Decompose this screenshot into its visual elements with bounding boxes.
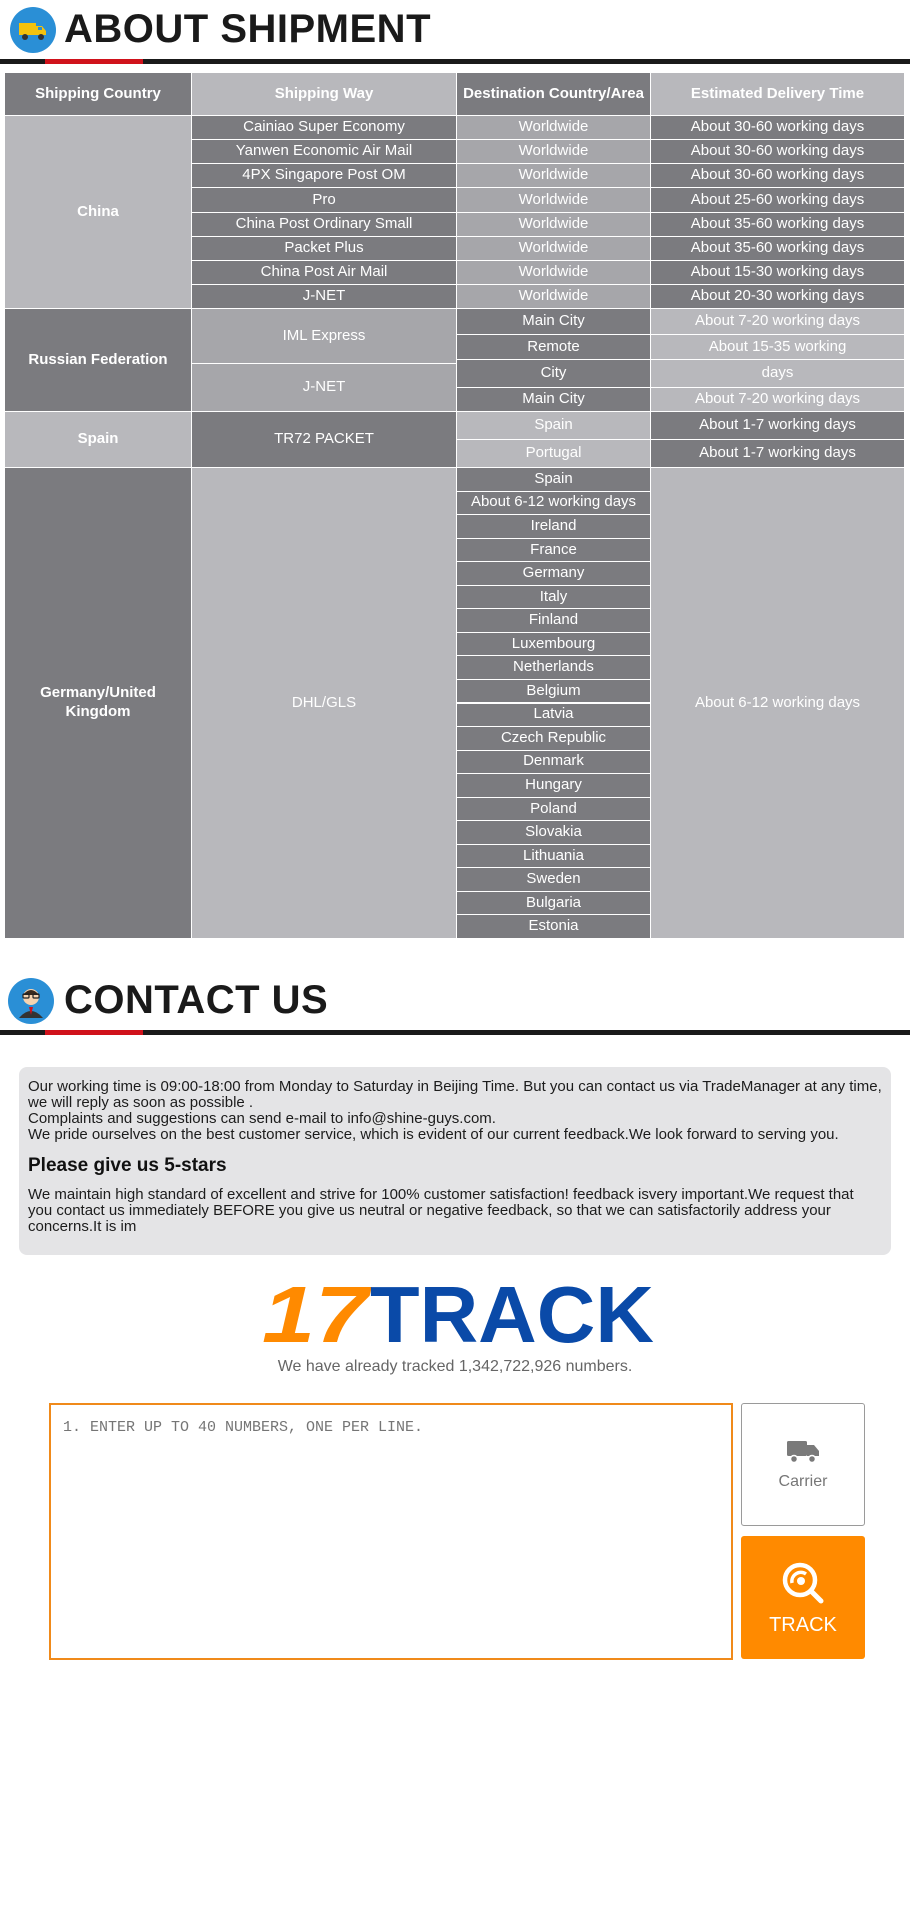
destination-cell: France: [457, 539, 651, 563]
shipping-way-cell: Yanwen Economic Air Mail: [192, 140, 457, 164]
destination-cell: Worldwide: [457, 188, 651, 212]
destination-cell: Spain: [457, 412, 651, 440]
delivery-time-cell: About 1-7 working days: [651, 412, 905, 440]
delivery-time-cell: About 35-60 working days: [651, 213, 905, 237]
destination-cell: Poland: [457, 798, 651, 822]
destination-cell: Belgium: [457, 680, 651, 704]
header-accent: [45, 59, 143, 64]
delivery-time-cell: About 15-30 working days: [651, 261, 905, 285]
country-spain: Spain: [5, 412, 192, 468]
track-label: TRACK: [769, 1613, 837, 1636]
destination-cell: Czech Republic: [457, 727, 651, 751]
table-header-destination: Destination Country/Area: [457, 73, 651, 116]
track-search-icon: [779, 1559, 827, 1612]
time-germany-uk: About 6-12 working days: [651, 468, 905, 939]
destination-cell: Hungary: [457, 774, 651, 798]
complaints-text: Complaints and suggestions can send e-mail to info@shine-guys.com.: [28, 1110, 496, 1127]
shipping-way-cell: Packet Plus: [192, 237, 457, 261]
logo-word: TRACK: [370, 1278, 654, 1346]
way-jnet-russia: J-NET: [192, 364, 457, 412]
17track-logo: [262, 1278, 654, 1346]
destination-cell: Lithuania: [457, 845, 651, 869]
table-header-shipping-way: Shipping Way: [192, 73, 457, 116]
destination-cell: Main City: [457, 388, 651, 412]
shipping-way-cell: China Post Ordinary Small: [192, 213, 457, 237]
destination-cell: Estonia: [457, 915, 651, 939]
shipping-table: [5, 73, 905, 939]
feedback-text: We maintain high standard of excellent and strive for 100% customer satisfaction! feedback isvery important.We request that you contact us immediately BEFORE you give us neutral or negative feedback, so that we can satisfactorily address your concerns.It is im: [28, 1186, 854, 1235]
shipment-title: ABOUT SHIPMENT: [64, 7, 431, 51]
way-tr72-packet: TR72 PACKET: [192, 412, 457, 468]
working-time-text: Our working time is 09:00-18:00 from Monday to Saturday in Beijing Time. But you can contact us via TradeManager at any time, we will reply as soon as possible .: [28, 1078, 882, 1111]
country-germany-uk: Germany/United Kingdom: [5, 468, 192, 939]
contact-section-header: [0, 971, 910, 1041]
destination-cell: Italy: [457, 586, 651, 610]
truck-icon: [786, 1438, 820, 1469]
destination-cell: Sweden: [457, 868, 651, 892]
carrier-label: Carrier: [778, 1473, 828, 1490]
destination-cell: About 6-12 working days: [457, 492, 651, 516]
destination-cell: Bulgaria: [457, 892, 651, 916]
service-pride-text: We pride ourselves on the best customer service, which is evident of our current feedback.We look forward to serving you.: [28, 1126, 839, 1143]
destination-cell: Worldwide: [457, 116, 651, 140]
shipment-section-header: [0, 0, 910, 66]
five-stars-heading: Please give us 5-stars: [28, 1155, 227, 1176]
delivery-time-cell: About 35-60 working days: [651, 237, 905, 261]
destination-cell: Slovakia: [457, 821, 651, 845]
destination-cell: Worldwide: [457, 285, 651, 309]
delivery-time-cell: About 20-30 working days: [651, 285, 905, 309]
delivery-time-cell: About 15-35 working: [651, 335, 905, 360]
shipping-way-cell: Cainiao Super Economy: [192, 116, 457, 140]
destination-cell: Main City: [457, 309, 651, 335]
way-iml-express: IML Express: [192, 309, 457, 364]
delivery-time-cell: About 30-60 working days: [651, 140, 905, 164]
destination-cell: Worldwide: [457, 237, 651, 261]
destination-cell: Ireland: [457, 515, 651, 539]
delivery-time-cell: days: [651, 360, 905, 388]
contact-accent: [45, 1030, 143, 1035]
destination-cell: Worldwide: [457, 261, 651, 285]
destination-cell: Remote: [457, 335, 651, 360]
destination-cell: Spain: [457, 468, 651, 492]
way-dhl-gls: DHL/GLS: [192, 468, 457, 939]
customer-service-avatar-icon: [8, 978, 54, 1024]
destination-cell: City: [457, 360, 651, 388]
tracking-numbers-input[interactable]: [49, 1403, 733, 1660]
track-button[interactable]: [741, 1536, 865, 1659]
destination-cell: Worldwide: [457, 140, 651, 164]
destination-cell: Germany: [457, 562, 651, 586]
delivery-time-cell: About 7-20 working days: [651, 388, 905, 412]
delivery-time-cell: About 30-60 working days: [651, 164, 905, 188]
delivery-truck-icon: [10, 7, 56, 53]
destination-cell: Denmark: [457, 751, 651, 775]
logo-number: 17: [262, 1278, 373, 1346]
delivery-time-cell: About 30-60 working days: [651, 116, 905, 140]
destination-cell: Worldwide: [457, 164, 651, 188]
table-header-shipping-country: Shipping Country: [5, 73, 192, 116]
contact-info-box: [19, 1067, 891, 1255]
delivery-time-cell: About 25-60 working days: [651, 188, 905, 212]
carrier-button[interactable]: [741, 1403, 865, 1526]
tracked-count-text: We have already tracked 1,342,722,926 numbers.: [277, 1358, 633, 1375]
table-header-delivery-time: Estimated Delivery Time: [651, 73, 905, 116]
destination-cell: Portugal: [457, 440, 651, 468]
destination-cell: Finland: [457, 609, 651, 633]
shipping-way-cell: Pro: [192, 188, 457, 212]
shipping-way-cell: 4PX Singapore Post OM: [192, 164, 457, 188]
shipping-way-cell: J-NET: [192, 285, 457, 309]
contact-title: CONTACT US: [64, 978, 329, 1022]
destination-cell: Luxembourg: [457, 633, 651, 657]
destination-cell: Latvia: [457, 704, 651, 728]
delivery-time-cell: About 7-20 working days: [651, 309, 905, 335]
destination-cell: Worldwide: [457, 213, 651, 237]
shipping-way-cell: China Post Air Mail: [192, 261, 457, 285]
delivery-time-cell: About 1-7 working days: [651, 440, 905, 468]
destination-cell: Netherlands: [457, 656, 651, 680]
country-china: China: [5, 116, 192, 309]
country-russia: Russian Federation: [5, 309, 192, 412]
